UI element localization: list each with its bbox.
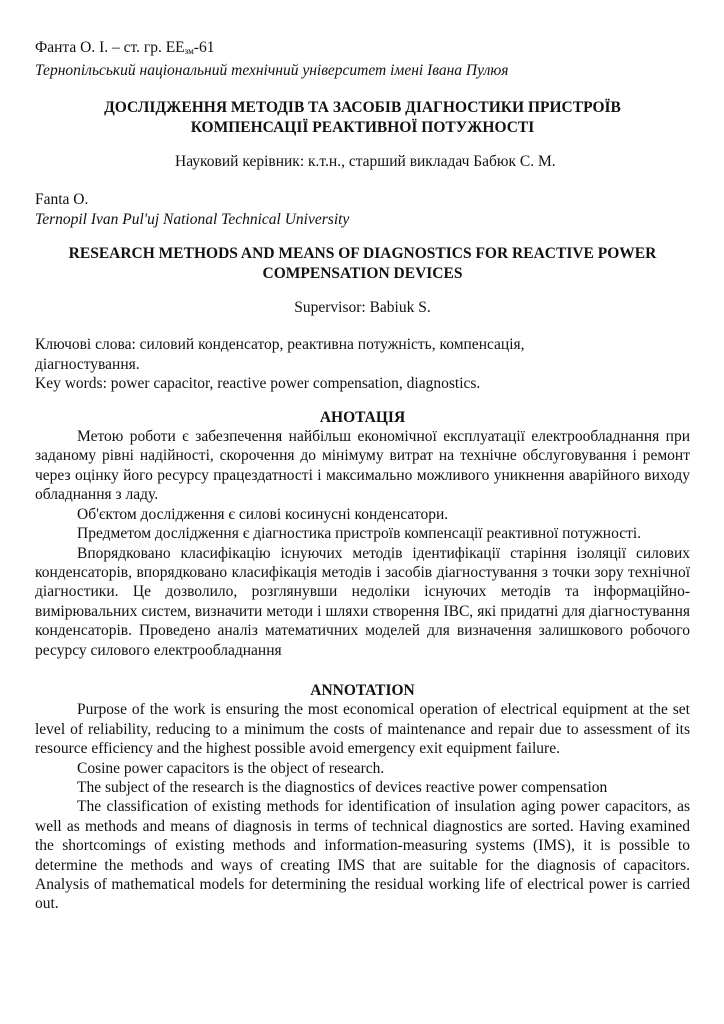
abstract-ua-paragraph-1: Метою роботи є забезпечення найбільш економічної експлуатації електрообладнання при заданому рівні надійності, скорочення до мінімуму витрат на технічне обслуговування і ремонт через оцінку його ресурсу працездатності і максимально можливого уникнення аварійного виходу обладнання з ладу.: [35, 428, 690, 504]
paper-title-ua: [35, 98, 690, 138]
keywords-block: [35, 335, 690, 393]
abstract-heading-ua: АНОТАЦІЯ: [319, 408, 406, 426]
title-ua-line-1: ДОСЛІДЖЕННЯ МЕТОДІВ ТА ЗАСОБІВ ДІАГНОСТИКИ ПРИСТРОЇВ: [104, 98, 621, 116]
keywords-ua-line-1: Ключові слова: силовий конденсатор, реактивна потужність, компенсація,: [35, 336, 525, 354]
abstract-en-paragraph-3: The subject of the research is the diagnostics of devices reactive power compensation: [77, 778, 608, 796]
keywords-en: Key words: power capacitor, reactive power compensation, diagnostics.: [35, 375, 481, 393]
title-en-line-2: COMPENSATION DEVICES: [262, 265, 463, 283]
author-line-ua: [35, 38, 690, 61]
supervisor-en: Supervisor: Babiuk S.: [294, 299, 431, 317]
supervisor-ua: Науковий керівник: к.т.н., старший викладач Бабюк С. М.: [175, 152, 556, 170]
abstract-ua-paragraph-2: Об'єктом дослідження є силові косинусні конденсатори.: [77, 505, 449, 523]
title-ua-line-2: КОМПЕНСАЦІЇ РЕАКТИВНОЇ ПОТУЖНОСТІ: [190, 118, 535, 136]
keywords-ua-line-2: діагностування.: [35, 355, 140, 373]
university-en: Ternopil Ivan Pul'uj National Technical University: [35, 210, 350, 228]
author-name-ua: Фанта О. І. – ст. гр. ЕЕ: [35, 39, 185, 56]
abstract-en-paragraph-4: The classification of existing methods for identification of insulation aging power capacitors, as well as methods and means of diagnosis in terms of technical diagnostics are sorted. Having examined the shortcomings of existing methods and information-measuring systems (IMS), it is possible to determine the methods and ways of creating IMS that are suitable for the diagnosis of capacitors. Analysis of mathematical models for determining the residual working life of electrical power is carried out.: [35, 798, 690, 913]
abstract-ua-paragraph-3: Предметом дослідження є діагностика пристроїв компенсації реактивної потужності.: [77, 525, 642, 543]
author-en: Fanta O.: [35, 191, 89, 209]
group-subscript: зм: [184, 46, 194, 56]
abstract-heading-en: ANNOTATION: [310, 681, 415, 699]
abstract-en-paragraph-2: Cosine power capacitors is the object of research.: [77, 759, 385, 777]
abstract-ua-paragraph-4: Впорядковано класифікацію існуючих методів ідентифікації старіння ізоляції силових конденсаторів, впорядковано класифікація методів і засобів діагностування з точки зору технічної діагностики. Це дозволило, розглянувши недоліки існуючих методів та інформаційно-вимірювальних систем, визначити методи і шляхи створення ІВС, які придатні для діагностування конденсаторів. Проведено аналіз математичних моделей для визначення залишкового робочого ресурсу силового електрообладнання: [35, 544, 690, 659]
paper-title-en: [35, 244, 690, 284]
abstract-en-paragraph-1: Purpose of the work is ensuring the most economical operation of electrical equipment at the set level of reliability, reducing to a minimum the costs of maintenance and repair due to assessment of its resource efficiency and the highest possible avoid emergency exit equipment failure.: [35, 701, 690, 758]
group-suffix: -61: [193, 39, 215, 56]
title-en-line-1: RESEARCH METHODS AND MEANS OF DIAGNOSTICS FOR REACTIVE POWER: [68, 245, 657, 263]
university-ua: Тернопільський національний технічний університет імені Івана Пулюя: [35, 62, 509, 80]
